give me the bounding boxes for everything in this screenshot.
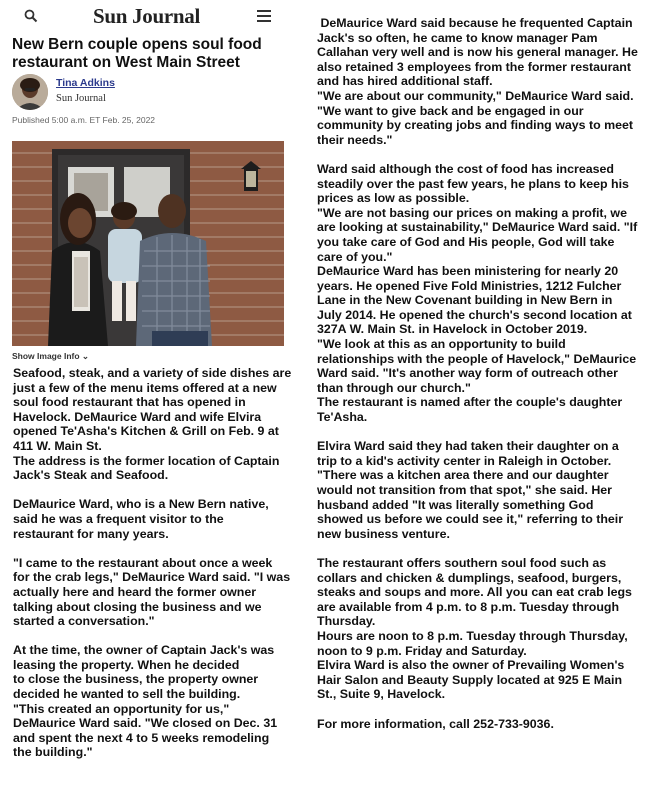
text-line: soul food restaurant that has opened in	[13, 395, 246, 410]
text-line: The address is the former location of Captain	[13, 453, 280, 468]
text-line: started a conversation."	[13, 614, 155, 629]
text-line: relationships with the people of Havelock," DeMaurice	[317, 351, 637, 366]
text-line: to close the business, the property owner	[13, 672, 259, 687]
text-line: Jack's Steak and Seafood.	[13, 468, 169, 483]
text-line: also retained 3 employees from the former restaurant	[317, 59, 632, 74]
left-column	[0, 0, 300, 800]
text-line: their needs."	[317, 132, 393, 147]
author-outlet: Sun Journal	[56, 93, 106, 104]
text-line: are available from 4 p.m. to 8 p.m. Tuesday through	[317, 599, 620, 614]
paragraph	[13, 556, 301, 629]
text-line: Ward said. "It's another way form of outreach other	[317, 366, 618, 381]
menu-icon[interactable]	[257, 10, 271, 22]
text-line: Jack's so often, he came to know manager Pam	[317, 30, 598, 45]
left-article-body	[13, 366, 301, 760]
text-line: than through our church."	[317, 380, 471, 395]
publish-date: Published 5:00 a.m. ET Feb. 25, 2022	[12, 115, 156, 125]
paragraph	[13, 643, 301, 760]
text-line: opened Te'Asha's Kitchen & Grill on Feb. 9 at	[13, 424, 279, 439]
page-title: New Bern couple opens soul food restaurant on West Main Street	[12, 36, 262, 71]
text-line: "We look at this as an opportunity to build	[317, 337, 566, 352]
text-line: Lane in the New Covenant building in New Bern in	[317, 293, 613, 308]
text-line: "We are about our community," DeMaurice Ward said.	[317, 88, 634, 103]
paragraph	[317, 556, 642, 702]
text-line: prices as low as possible.	[317, 191, 470, 206]
text-line: The restaurant is named after the couple's daughter	[317, 395, 623, 410]
text-line: the building."	[13, 745, 93, 760]
paragraph	[317, 16, 642, 147]
text-line: Hair Salon and Beauty Supply located at 925 E Main	[317, 672, 623, 687]
text-line: showed us before we could see it," referring to their	[317, 512, 624, 527]
text-line: St., Suite 9, Havelock.	[317, 687, 446, 702]
text-line: 327A W. Main St. in Havelock in October 2019.	[317, 322, 588, 337]
text-line: At the time, the owner of Captain Jack's was	[13, 643, 275, 658]
text-line: and spent the next 4 to 5 weeks remodeling	[13, 730, 270, 745]
text-line: Ward said although the cost of food has increased	[317, 161, 614, 176]
text-line: actually here and heard the former owner	[13, 584, 257, 599]
text-line: The restaurant offers southern soul food such as	[317, 555, 607, 570]
text-line: "I came to the restaurant about once a week	[13, 555, 273, 570]
text-line: community by creating jobs and finding ways to meet	[317, 118, 634, 133]
text-line: years. He opened Five Fold Ministries, 1212 Fulcher	[317, 278, 622, 293]
text-line: trip to a kid's activity center in Raleigh in October.	[317, 453, 612, 468]
text-line: collars and chicken & dumplings, seafood, burgers,	[317, 570, 622, 585]
right-article-body	[317, 16, 642, 731]
text-line: steadily over the past few years, he plans to keep his	[317, 176, 629, 191]
text-line: Hours are noon to 8 p.m. Tuesday through Thursday,	[317, 628, 628, 643]
text-line: "This created an opportunity for us,"	[13, 701, 230, 716]
text-line: DeMaurice Ward has been ministering for nearly 20	[317, 264, 619, 279]
text-line: leasing the property. When he decided	[13, 657, 240, 672]
text-line: Te'Asha.	[317, 410, 368, 425]
paragraph	[13, 366, 301, 483]
text-line: Seafood, steak, and a variety of side dishes are	[13, 366, 292, 380]
text-line: "We are not basing our prices on making a profit, we	[317, 205, 627, 220]
text-line: July 2014. He opened the church's second location at	[317, 307, 632, 322]
text-line: talking about closing the business and we	[13, 599, 262, 614]
author-link[interactable]: Tina Adkins	[56, 77, 115, 89]
text-line: noon to 9 p.m. Friday and Saturday.	[317, 643, 527, 658]
paragraph	[317, 162, 642, 425]
article-photo[interactable]	[12, 141, 284, 346]
text-line: Thursday.	[317, 614, 376, 629]
text-line: just a few of the menu items offered at a new	[13, 380, 277, 395]
chevron-down-icon: ⌄	[81, 351, 90, 361]
text-line: DeMaurice Ward said. "We closed on Dec. 31	[13, 716, 278, 731]
text-line: DeMaurice Ward, who is a New Bern native,	[13, 497, 269, 512]
brand-logo[interactable]: Sun Journal	[93, 4, 201, 28]
text-line: Elvira Ward said they had taken their daughter on a	[317, 439, 619, 454]
byline	[12, 74, 296, 110]
avatar	[12, 74, 48, 110]
show-image-info-toggle[interactable]	[12, 351, 89, 362]
text-line: "There was a kitchen area there and our daughter	[317, 468, 609, 483]
paragraph	[317, 717, 642, 732]
text-line: new business venture.	[317, 526, 450, 541]
text-line: would not transition from that spot," she said. Her	[317, 483, 613, 497]
paragraph	[317, 439, 642, 541]
show-image-info-label: Show Image Info	[12, 351, 80, 361]
text-line: for the crab legs," DeMaurice Ward said. "I was	[13, 570, 291, 585]
text-line: are looking at sustainability," DeMaurice Ward said. "If	[317, 220, 638, 235]
text-line: steaks and soups and more. All you can eat crab legs	[317, 585, 632, 600]
paragraph	[13, 497, 301, 541]
text-line: care of you."	[317, 249, 393, 264]
search-icon[interactable]	[24, 9, 38, 23]
text-line: and has hired additional staff.	[317, 74, 493, 89]
masthead	[0, 0, 300, 34]
text-line: Havelock. DeMaurice Ward and wife Elvira	[13, 409, 262, 424]
text-line: Callahan very well and is now his general manager. He	[317, 45, 638, 60]
text-line: 411 W. Main St.	[13, 438, 102, 453]
text-line: you take care of God and His people, God will take	[317, 234, 615, 249]
text-line: decided he wanted to sell the building.	[13, 687, 241, 702]
text-line: DeMaurice Ward said because he frequented Captain	[317, 16, 633, 30]
text-line: Elvira Ward is also the owner of Prevailing Women's	[317, 658, 625, 673]
text-line: "We want to give back and be engaged in our	[317, 103, 584, 118]
text-line: said he was a frequent visitor to the	[13, 511, 224, 526]
text-line: restaurant for many years.	[13, 526, 169, 541]
text-line: husband added "It was literally something God	[317, 497, 594, 512]
contact-line: For more information, call 252-733-9036.	[317, 716, 554, 731]
